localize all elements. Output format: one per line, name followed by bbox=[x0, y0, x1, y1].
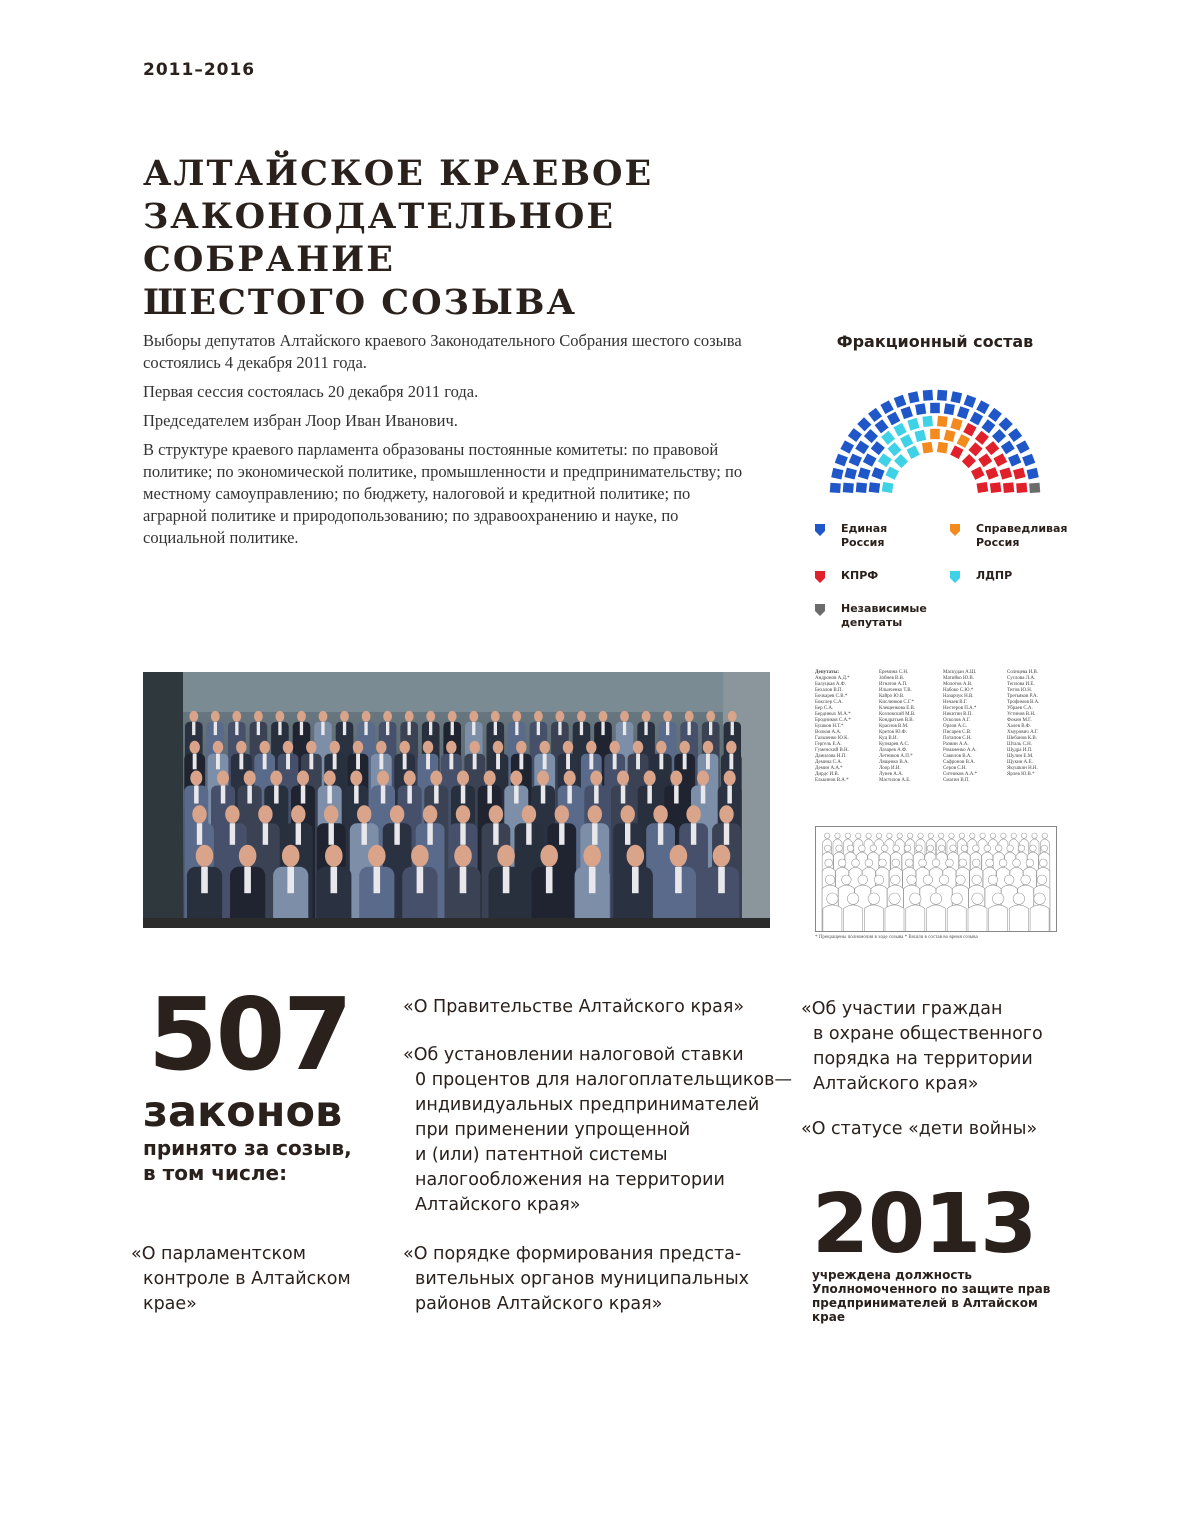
seat-mark bbox=[864, 429, 878, 443]
laws-caption-line: в том числе: bbox=[143, 1161, 288, 1185]
seat-mark bbox=[950, 418, 962, 431]
seat-mark bbox=[880, 400, 893, 414]
seat-mark bbox=[1016, 440, 1030, 453]
seat-mark bbox=[900, 434, 913, 448]
deputy-name: Клещенкова Е.В. bbox=[879, 706, 916, 711]
seat-mark bbox=[964, 395, 977, 408]
seat-mark bbox=[871, 441, 885, 455]
deputy-name: Гальченко Ю.К. bbox=[815, 736, 849, 741]
seat-mark bbox=[843, 483, 854, 493]
seat-mark bbox=[1027, 468, 1039, 480]
laws-caption bbox=[143, 1136, 352, 1186]
deputy-name: Матийко Ю.В. bbox=[943, 676, 974, 681]
law-line: «Об участии граждан bbox=[801, 999, 1003, 1019]
seat-mark bbox=[894, 454, 908, 468]
law-item: «О статусе «дети войны» bbox=[801, 1119, 1038, 1139]
seat-mark bbox=[1003, 482, 1014, 493]
seat-mark bbox=[849, 454, 862, 467]
seat-mark bbox=[988, 408, 1002, 422]
deputy-name: Третьяков Р.А. bbox=[1007, 694, 1038, 699]
law-line: 0 процентов для налогоплательщиков— bbox=[415, 1070, 792, 1090]
legend-label: КПРФ bbox=[841, 569, 879, 582]
law-line: контроле в Алтайском bbox=[143, 1269, 351, 1289]
seat-mark bbox=[875, 419, 889, 433]
shield-icon bbox=[950, 571, 960, 583]
seat-mark bbox=[858, 467, 871, 479]
seat-mark bbox=[975, 431, 989, 445]
seat-mark bbox=[848, 428, 862, 442]
seat-mark bbox=[855, 441, 869, 455]
seat-mark bbox=[908, 391, 920, 403]
seat-mark bbox=[871, 467, 884, 480]
deputy-name: Кайро Ю.В. bbox=[879, 694, 905, 699]
seat-mark bbox=[901, 406, 913, 419]
seat-mark bbox=[951, 391, 963, 403]
law-item bbox=[403, 1242, 749, 1317]
legend-label: Россия bbox=[841, 536, 885, 549]
legend-label: депутаты bbox=[841, 616, 903, 629]
legend-label: Единая bbox=[841, 522, 888, 535]
legend-label: ЛДПР bbox=[976, 569, 1013, 582]
seat-mark bbox=[981, 419, 995, 433]
deputy-name: Кретов Ю.Ф. bbox=[879, 730, 907, 735]
footnote: * Прекращены полномочия в ходе созыва * Вошли в состав во время созыва bbox=[815, 935, 978, 940]
deputy-name: Ситников А.А.* bbox=[943, 772, 978, 777]
deputy-name: Демина С.А. bbox=[815, 760, 843, 765]
intro-paragraph: Выборы депутатов Алтайского краевого Законодательного Собрания шестого созыва состоялись 4 декабря 2011 года. bbox=[143, 331, 742, 372]
deputy-name: Нечаев В.Г. bbox=[943, 700, 968, 705]
seat-mark bbox=[922, 442, 933, 454]
law-line: «О парламентском bbox=[131, 1244, 306, 1264]
deputies-list bbox=[815, 670, 1070, 820]
page-title bbox=[143, 152, 843, 324]
legend-label: Справедливая bbox=[976, 522, 1068, 535]
seat-mark bbox=[856, 482, 867, 493]
deputy-name: Смагин В.П. bbox=[943, 778, 970, 783]
deputy-name: Щукин А.Е. bbox=[1007, 760, 1033, 765]
law-item: «О Правительстве Алтайского края» bbox=[403, 997, 745, 1017]
seat-mark bbox=[985, 467, 998, 480]
deputy-name: Бехалов В.П. bbox=[815, 688, 843, 693]
deputies-column bbox=[879, 670, 943, 784]
seat-mark bbox=[937, 416, 948, 427]
seat-mark bbox=[978, 453, 992, 467]
deputy-name: Лоор И.И. bbox=[879, 766, 901, 771]
seat-mark bbox=[869, 482, 880, 493]
seat-mark bbox=[970, 412, 983, 426]
deputy-name: Потапов С.Н. bbox=[943, 736, 972, 741]
law-line: при применении упрощенной bbox=[415, 1120, 691, 1140]
legend-item-spravedlivaya-rossiya bbox=[950, 522, 1080, 550]
deputy-name: Савилов В.А. bbox=[943, 754, 972, 759]
deputy-name: Теплова И.Е. bbox=[1007, 682, 1035, 687]
deputies-header: Депутаты: bbox=[815, 670, 840, 675]
seat-mark bbox=[835, 454, 848, 467]
law-line: и (или) патентной системы bbox=[415, 1145, 668, 1165]
seat-mark bbox=[977, 482, 989, 493]
seat-mark bbox=[868, 408, 882, 422]
seat-mark bbox=[963, 423, 976, 437]
deputy-name: Шебанов К.В. bbox=[1007, 736, 1037, 741]
law-line: крае» bbox=[143, 1294, 197, 1314]
seat-mark bbox=[944, 430, 956, 442]
deputy-name: Устинов В.Н. bbox=[1007, 712, 1036, 717]
deputy-name: Еремина С.Н. bbox=[879, 670, 909, 675]
deputy-name: Орлов А.С. bbox=[943, 724, 968, 729]
legend-item-independent bbox=[815, 602, 945, 630]
deputy-name: Ильиченко Т.В. bbox=[879, 688, 912, 693]
seat-mark bbox=[881, 431, 895, 445]
legend-item-edinaya-rossiya bbox=[815, 522, 945, 550]
shield-icon bbox=[815, 604, 825, 616]
seat-mark bbox=[882, 482, 894, 493]
seat-mark bbox=[976, 400, 989, 414]
deputy-name: Развин А.А. bbox=[943, 742, 969, 747]
deputy-name: Краснов В.М. bbox=[879, 724, 909, 729]
seat-mark bbox=[937, 442, 948, 454]
law-item bbox=[131, 1242, 351, 1317]
seat-mark bbox=[992, 429, 1006, 443]
seat-mark bbox=[914, 430, 926, 442]
seat-mark bbox=[857, 417, 871, 431]
seat-mark bbox=[831, 468, 843, 480]
intro-paragraph: Первая сессия состоялась 20 декабря 2011 года. bbox=[143, 382, 479, 401]
group-photo bbox=[143, 672, 770, 928]
seat-mark bbox=[1016, 483, 1027, 493]
deputy-name: Хмурович А.Г. bbox=[1007, 730, 1039, 735]
law-item bbox=[403, 1043, 792, 1218]
laws-caption-line: принято за созыв, bbox=[143, 1136, 352, 1160]
deputy-name: Серов С.Н. bbox=[943, 766, 967, 771]
year-highlight: 2013 bbox=[812, 1177, 1037, 1272]
seat-mark bbox=[907, 418, 919, 431]
deputy-name: Трофимов В.А. bbox=[1007, 700, 1040, 705]
seat-mark bbox=[1008, 428, 1022, 442]
deputy-name: Дирдс И.В. bbox=[815, 772, 839, 777]
seat-mark bbox=[993, 453, 1007, 466]
deputy-name: Убраев С.А. bbox=[1007, 706, 1033, 711]
faction-chart-title: Фракционный состав bbox=[836, 332, 1034, 351]
intro-paragraph: В структуре краевого парламента образованы постоянные комитеты: по правовой политике; по экономической политике, промышленности и предпринимательству; по местному самоуправлению; по бюджету, налоговой и кредитной политике; по аграрной политике и природопользованию; по здравоохранению и науке, по социальной политике. bbox=[143, 440, 743, 547]
intro-text bbox=[143, 330, 743, 556]
seat-mark bbox=[907, 445, 920, 459]
deputy-name: Андронов А.Д.* bbox=[815, 676, 850, 681]
deputies-column bbox=[1007, 670, 1071, 778]
seat-mark bbox=[957, 406, 969, 419]
seat-mark bbox=[999, 417, 1013, 431]
seat-mark bbox=[962, 454, 976, 468]
deputies-column bbox=[815, 670, 879, 784]
seat-mark bbox=[990, 482, 1001, 493]
deputy-name: Лунев А.А. bbox=[879, 772, 903, 777]
seat-mark bbox=[957, 434, 970, 448]
title-line: ЗАКОНОДАТЕЛЬНОЕ СОБРАНИЕ bbox=[143, 196, 616, 280]
law-line: индивидуальных предпринимателей bbox=[415, 1095, 760, 1115]
seat-mark bbox=[1029, 483, 1040, 493]
shield-icon bbox=[815, 571, 825, 583]
year-caption-line: учреждена должность bbox=[812, 1268, 972, 1282]
seat-mark bbox=[1008, 454, 1021, 467]
deputy-name: Демин А.А.* bbox=[815, 766, 843, 771]
year-caption-line: предпринимателей в Алтайском крае bbox=[812, 1296, 1038, 1324]
year-caption bbox=[812, 1268, 1072, 1324]
deputy-name: Кислинков С.Г.* bbox=[879, 700, 915, 705]
deputy-name: Нестеров П.А.* bbox=[943, 706, 977, 711]
deputy-name: Куц В.И. bbox=[879, 736, 898, 741]
deputy-name: Балуцкая А.Ф. bbox=[815, 682, 846, 687]
seat-mark bbox=[863, 453, 877, 466]
seat-mark bbox=[930, 403, 940, 413]
law-line: районов Алтайского края» bbox=[415, 1294, 663, 1314]
deputy-name: Набоко С.Ю.* bbox=[943, 688, 974, 693]
year-caption-line: Уполномоченного по защите прав bbox=[812, 1282, 1051, 1296]
deputy-name: Титов Ю.Н. bbox=[1007, 688, 1033, 693]
law-line: Алтайского края» bbox=[813, 1074, 979, 1094]
deputy-name: Писарев С.В. bbox=[943, 730, 972, 735]
laws-count: 507 bbox=[148, 976, 351, 1093]
seat-mark bbox=[1022, 454, 1035, 467]
title-line: ШЕСТОГО СОЗЫВА bbox=[143, 282, 578, 323]
deputy-name: Лященко В.А. bbox=[879, 760, 909, 765]
legend-item-ldpr bbox=[950, 569, 1080, 583]
deputy-name: Волков А.А. bbox=[815, 730, 842, 735]
deputy-name: Данилова Н.П. bbox=[815, 754, 847, 759]
law-line: вительных органов муниципальных bbox=[415, 1269, 750, 1289]
period-label: 2011–2016 bbox=[143, 60, 256, 80]
seat-mark bbox=[923, 390, 933, 401]
deputy-name: Гергель Е.А. bbox=[815, 742, 842, 747]
deputy-name: Бер С.А. bbox=[815, 706, 834, 711]
seat-mark bbox=[878, 453, 892, 467]
deputy-name: Кондратьев В.В. bbox=[879, 718, 914, 723]
deputy-name: Летников А.П.* bbox=[879, 754, 913, 759]
deputy-name: Шулин Е.М. bbox=[1007, 754, 1034, 759]
deputy-name: Романенко А.А. bbox=[943, 748, 977, 753]
deputy-name: Никитин В.П. bbox=[943, 712, 973, 717]
shield-icon bbox=[950, 524, 960, 536]
seat-mark bbox=[915, 403, 926, 415]
law-line: «Об установлении налоговой ставки bbox=[403, 1045, 744, 1065]
deputy-name: Осколов А.Г. bbox=[943, 718, 971, 723]
seat-mark bbox=[840, 440, 854, 453]
law-line: «О порядке формирования предста- bbox=[403, 1244, 742, 1264]
deputy-name: Лазарев А.Ф. bbox=[879, 748, 908, 753]
legend-item-kprf bbox=[815, 569, 945, 583]
deputy-name: Гуменский В.Н. bbox=[815, 748, 849, 753]
deputy-name: Сафронов В.А. bbox=[943, 760, 976, 765]
seat-mark bbox=[968, 442, 982, 456]
deputy-name: Зобнев В.В. bbox=[879, 676, 905, 681]
seat-mark bbox=[922, 416, 933, 427]
deputy-name: Игнатов А.П. bbox=[879, 682, 908, 687]
deputy-name: Фокин М.Г. bbox=[1007, 718, 1032, 723]
legend-label: Независимые bbox=[841, 602, 927, 615]
seat-mark bbox=[944, 403, 955, 415]
law-line: Алтайского края» bbox=[415, 1195, 581, 1215]
deputy-name: Бердиных М.А.* bbox=[815, 712, 851, 717]
seat-mark bbox=[885, 467, 899, 480]
title-line: АЛТАЙСКОЕ КРАЕВОЕ bbox=[143, 153, 654, 194]
deputy-name: Кузнарев А.С. bbox=[879, 742, 910, 747]
seat-mark bbox=[887, 442, 901, 456]
seat-mark bbox=[894, 395, 907, 408]
deputy-name: Козловский М.В. bbox=[879, 712, 916, 717]
seat-mark bbox=[971, 467, 985, 480]
law-line: налогообложения на территории bbox=[415, 1170, 725, 1190]
seat-mark bbox=[985, 441, 999, 455]
laws-word: законов bbox=[143, 1087, 343, 1137]
seat-mark bbox=[893, 423, 906, 437]
deputy-name: Назарчук Н.В. bbox=[943, 694, 974, 699]
deputy-name: Ярлев Ю.В.* bbox=[1007, 772, 1035, 777]
deputy-name: Маскудан А.Ш. bbox=[943, 670, 977, 675]
seat-mark bbox=[937, 390, 947, 401]
deputies-column bbox=[943, 670, 1007, 784]
deputy-name: Якушкин Н.Н. bbox=[1007, 766, 1038, 771]
deputy-name: Шталь С.Н. bbox=[1007, 742, 1033, 747]
shield-icon bbox=[815, 524, 825, 536]
intro-paragraph: Председателем избран Лоор Иван Иванович. bbox=[143, 411, 458, 430]
law-line: в охране общественного bbox=[813, 1024, 1043, 1044]
law-item bbox=[801, 997, 1043, 1097]
seat-mark bbox=[1013, 468, 1025, 480]
seat-mark bbox=[844, 468, 856, 480]
deputy-name: Мастилов А.Е. bbox=[879, 778, 911, 783]
seat-mark bbox=[930, 429, 940, 439]
deputy-name: Бродников С.А.* bbox=[815, 718, 851, 723]
seat-mark bbox=[950, 445, 963, 459]
deputy-name: Бочкарев С.В.* bbox=[815, 694, 848, 699]
seat-mark bbox=[887, 412, 900, 426]
deputy-name: Суслова Л.А. bbox=[1007, 676, 1036, 681]
deputy-name: Шудра И.П. bbox=[1007, 748, 1033, 753]
deputy-name: Бушков Н.Т.* bbox=[815, 724, 844, 729]
seat-mark bbox=[1001, 441, 1015, 455]
deputy-name: Солнцева И.В. bbox=[1007, 670, 1039, 675]
deputy-name: Бокслер С.А. bbox=[815, 700, 843, 705]
legend-label: Россия bbox=[976, 536, 1020, 549]
deputy-name: Молотов А.В. bbox=[943, 682, 973, 687]
deputy-name: Халев В.Ф. bbox=[1007, 724, 1031, 729]
faction-hemicycle-diagram bbox=[815, 383, 1055, 498]
seat-mark bbox=[999, 467, 1012, 479]
deputy-name: Елькинов В.А.* bbox=[815, 778, 849, 783]
silhouette-key-diagram bbox=[815, 826, 1057, 932]
law-line: порядка на территории bbox=[813, 1049, 1033, 1069]
seat-mark bbox=[830, 483, 841, 493]
